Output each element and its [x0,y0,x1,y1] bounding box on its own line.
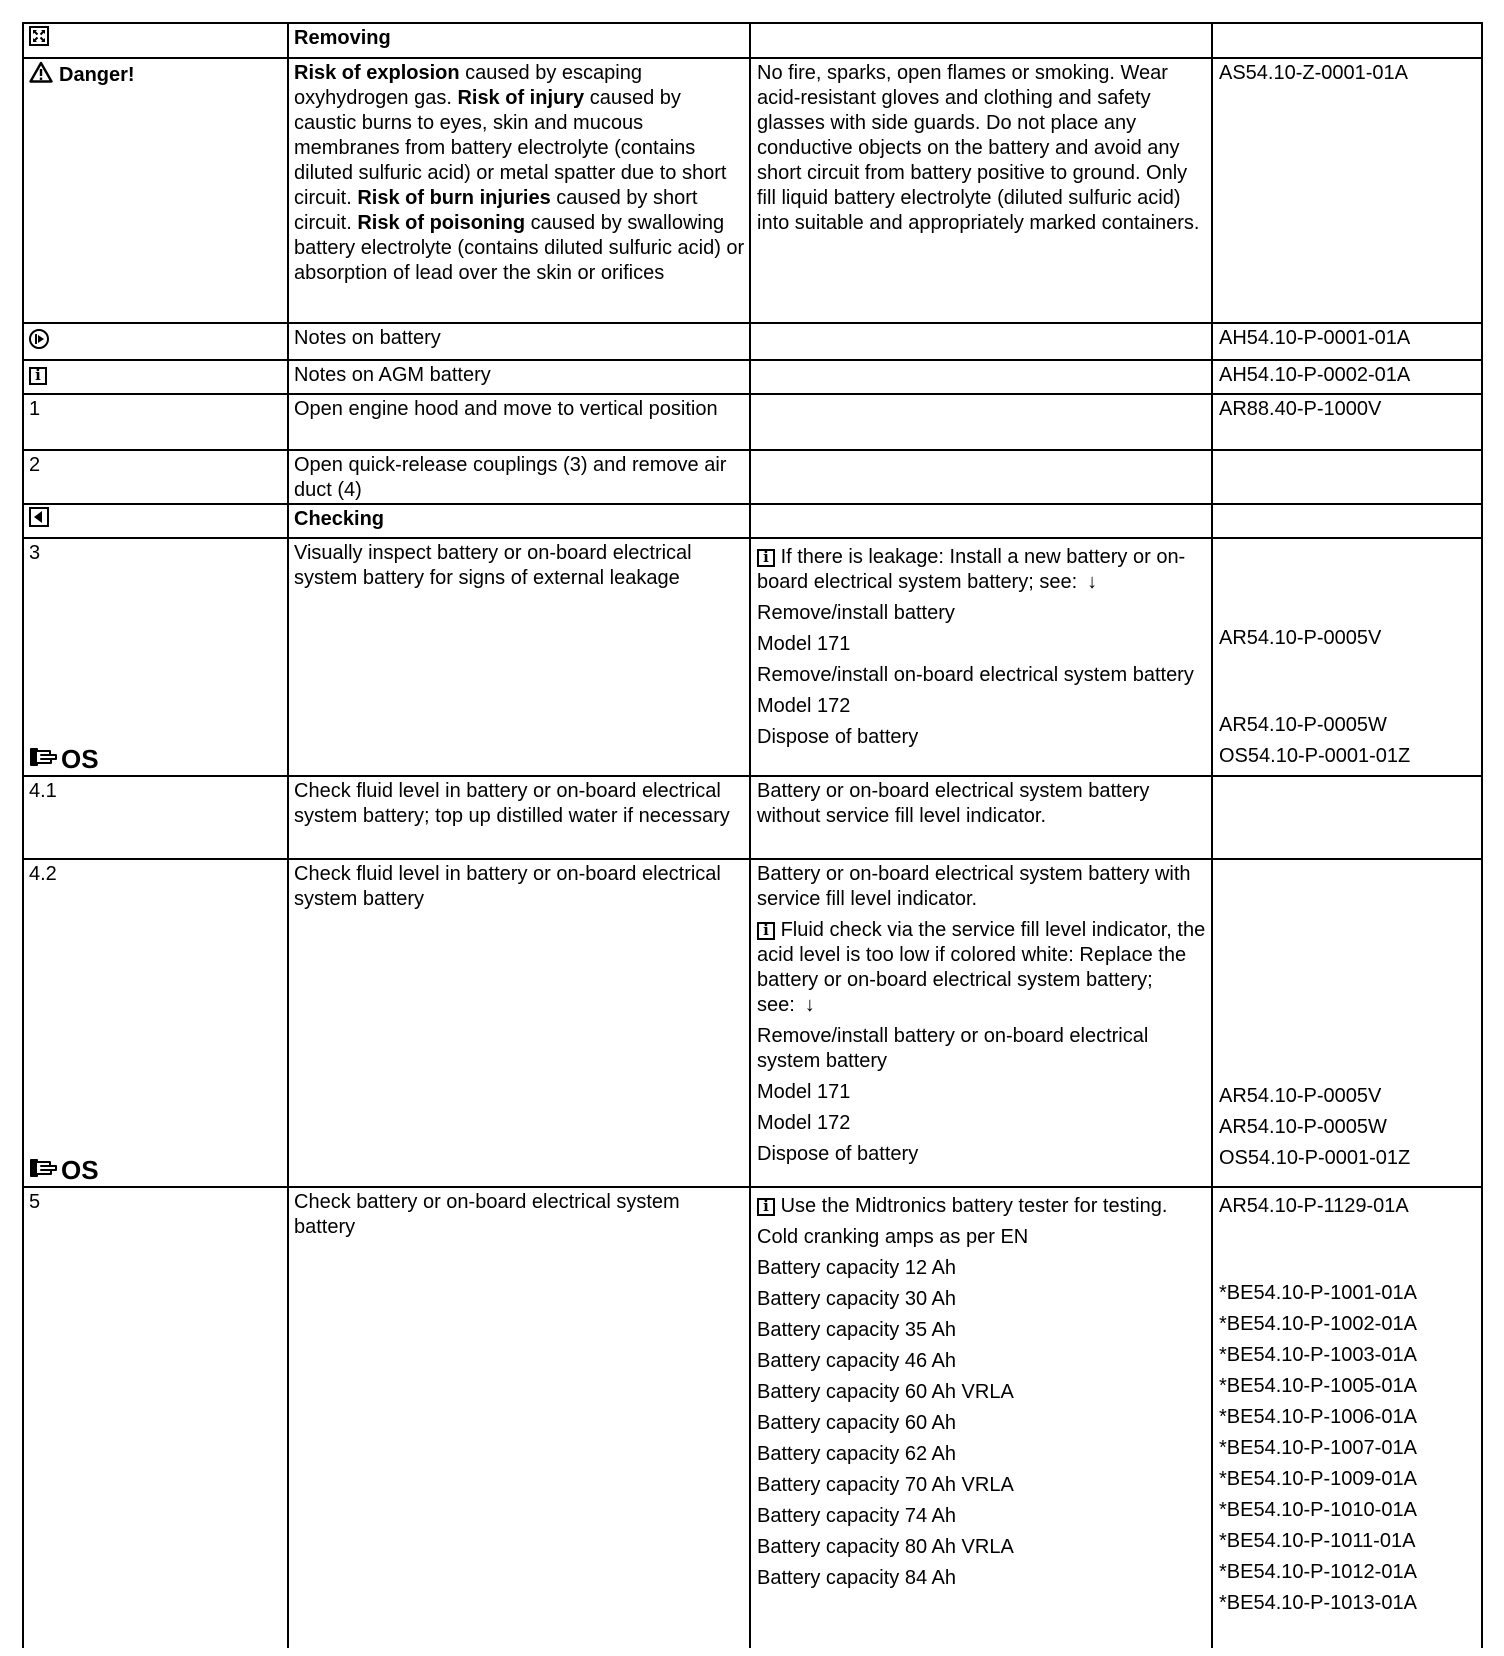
danger-reference[interactable]: AS54.10-Z-0001-01A [1213,59,1483,322]
capacity-label: Battery capacity 46 Ah [757,1350,957,1372]
step-2-text: Open quick-release couplings (3) and remove air duct (4) [289,451,751,503]
removing-icon [29,26,49,53]
step-number: 4.1 [24,777,289,858]
step-3-note: i If there is leakage: Install a new battery or on-board electrical system battery; see: ↓ [757,546,1186,593]
section-title-checking: Checking [289,505,751,537]
danger-measures: No fire, sparks, open flames or smoking. Wear acid-resistant gloves and clothing and safety glasses with side guards. Do not place any conductive objects on the battery and avoid any short circuit from battery positive to ground. Only fill liquid battery electrolyte (diluted sulfuric acid) into suitable and appropriately marked containers. [751,59,1213,322]
capacity-reference[interactable]: *BE54.10-P-1010-01A [1219,1499,1417,1521]
section-title-removing: Removing [289,24,751,57]
capacity-labels [757,1256,1207,1591]
capacity-label: Battery capacity 35 Ah [757,1319,957,1341]
row-removing [24,24,1483,59]
danger-description: Risk of explosion caused by escaping oxyhydrogen gas. Risk of injury caused by caustic burns to eyes, skin and mucous membranes from battery electrolyte (contains diluted sulfuric acid) or metal spatter due to short circuit. Risk of burn injuries caused by short circuit. Risk of poisoning caused by swallowing battery electrolyte (contains diluted sulfuric acid) or absorption of lead over the skin or orifices [289,59,751,322]
capacity-reference[interactable]: *BE54.10-P-1013-01A [1219,1592,1417,1614]
notes-battery-reference[interactable]: AH54.10-P-0001-01A [1213,324,1483,359]
row-checking [24,505,1483,539]
info-icon: i [757,549,775,567]
step-1-text: Open engine hood and move to vertical position [289,395,751,449]
info-icon: i [757,922,775,940]
capacity-reference[interactable]: *BE54.10-P-1012-01A [1219,1561,1417,1583]
pointing-hand-icon [29,1156,59,1184]
capacity-label: Battery capacity 74 Ah [757,1505,957,1527]
danger-label: Danger! [59,64,135,86]
row-step-3: 3 OS Visually inspect battery or on-board electrical system battery for signs of external leakage i If there is leakage: Install a new battery or on-board electrical system battery; see: ↓ Remove/install battery Model 171 Remove/install on-board electrical system battery Model 172 Dispose of battery AR54.10-P-0005V AR54.10-P-0005W OS54.10-P-0001-01Z [24,539,1483,777]
step-4-1-condition: Battery or on-board electrical system battery without service fill level indicator. [751,777,1213,858]
row-step-5: 5 Check battery or on-board electrical system battery i Use the Midtronics battery tester for testing. Cold cranking amps as per EN Battery capacity 12 Ah Battery capacity 30 Ah Battery capacity 35 Ah Battery capacity 46 Ah Battery capacity 60 Ah VRLA Battery capacity 60 Ah Battery capacity 62 Ah Battery capacity 70 Ah VRLA Battery capacity 74 Ah Battery capacity 80 Ah VRLA Battery capacity 84 Ah AR54.10-P-1129-01A *BE54.10-P-1001-01A *BE54.10-P-1002-01A *BE54.10-P-1003-01A *BE54.10-P-1005-01A *BE54.10-P-1006-01A *BE54.10-P-1007-01A *BE54.10-P-1009-01A *BE54.10-P-1010-01A *BE54.10-P-1011-01A *BE54.10-P-1012-01A *BE54.10-P-1013-01A [24,1188,1483,1648]
step-4-2-note: i Fluid check via the service fill level indicator, the acid level is too low if colored white: Replace the battery or on-board electrical system battery; see: ↓ [757,919,1206,1016]
step-5-note: i Use the Midtronics battery tester for testing. [757,1190,1207,1219]
os-marker: OS [29,745,99,773]
row-notes-agm [24,361,1483,395]
step-number: 1 [24,395,289,449]
capacity-reference[interactable]: *BE54.10-P-1011-01A [1219,1530,1416,1552]
step-number: 3 [29,542,41,564]
info-icon: i [29,367,47,385]
capacity-reference[interactable]: *BE54.10-P-1003-01A [1219,1344,1417,1366]
checking-icon [29,507,49,534]
step-number: 4.2 [29,863,57,885]
capacity-reference[interactable]: *BE54.10-P-1009-01A [1219,1468,1417,1490]
pointing-hand-icon [29,745,59,773]
capacity-reference[interactable]: *BE54.10-P-1006-01A [1219,1406,1417,1428]
capacity-reference[interactable]: *BE54.10-P-1001-01A [1219,1282,1417,1304]
row-danger [24,59,1483,324]
step-4-2-reference-model-171[interactable]: AR54.10-P-0005V [1219,1085,1382,1107]
capacity-reference[interactable]: *BE54.10-P-1007-01A [1219,1437,1417,1459]
row-step-2 [24,451,1483,505]
capacity-label: Battery capacity 12 Ah [757,1257,957,1279]
procedure-table [22,22,1483,1648]
row-step-4-2: 4.2 OS Check fluid level in battery or on-board electrical system battery Battery or on-board electrical system battery with service fill level indicator. i Fluid check via the service fill level indicator, the acid level is too low if colored white: Replace the battery or on-board electrical system battery; see: ↓ Remove/install battery or on-board electrical system battery Model 171 Model 172 Dispose of battery AR54.10-P-0005V AR54.10-P-0005W OS54.10-P-0001-01Z [24,860,1483,1188]
warning-icon [29,61,53,90]
notes-agm-reference[interactable]: AH54.10-P-0002-01A [1213,361,1483,393]
capacity-label: Battery capacity 62 Ah [757,1443,957,1465]
step-5-reference[interactable]: AR54.10-P-1129-01A [1219,1195,1409,1217]
info-icon: i [757,1198,775,1216]
capacity-reference[interactable]: *BE54.10-P-1005-01A [1219,1375,1417,1397]
capacity-label: Battery capacity 70 Ah VRLA [757,1474,1014,1496]
step-number: 5 [24,1188,289,1648]
capacity-label: Battery capacity 80 Ah VRLA [757,1536,1014,1558]
step-4-2-text: Check fluid level in battery or on-board electrical system battery [289,860,751,1186]
step-5-text: Check battery or on-board electrical system battery [289,1188,751,1648]
step-4-2-reference-model-172[interactable]: AR54.10-P-0005W [1219,1116,1387,1138]
notes-agm-text: Notes on AGM battery [289,361,751,393]
capacity-reference[interactable]: *BE54.10-P-1002-01A [1219,1313,1417,1335]
capacity-label: Battery capacity 30 Ah [757,1288,957,1310]
step-3-text: Visually inspect battery or on-board electrical system battery for signs of external leakage [289,539,751,775]
capacity-label: Battery capacity 84 Ah [757,1567,957,1589]
capacity-label: Battery capacity 60 Ah VRLA [757,1381,1014,1403]
step-4-1-text: Check fluid level in battery or on-board electrical system battery; top up distilled water if necessary [289,777,751,858]
row-step-1 [24,395,1483,451]
step-3-reference-dispose[interactable]: OS54.10-P-0001-01Z [1219,745,1411,767]
step-1-reference[interactable]: AR88.40-P-1000V [1213,395,1483,449]
arrow-down-icon: ↓ [804,994,815,1016]
row-notes-battery [24,324,1483,361]
step-number: 2 [24,451,289,503]
step-4-2-condition: Battery or on-board electrical system battery with service fill level indicator. [757,863,1191,910]
capacity-label: Battery capacity 60 Ah [757,1412,957,1434]
step-3-reference-model-172[interactable]: AR54.10-P-0005W [1219,714,1387,736]
os-marker: OS [29,1156,99,1184]
step-3-reference-model-171[interactable]: AR54.10-P-0005V [1219,627,1382,649]
step-4-2-reference-dispose[interactable]: OS54.10-P-0001-01Z [1219,1147,1411,1169]
row-step-4-1 [24,777,1483,860]
notes-icon [29,329,49,349]
notes-battery-text: Notes on battery [289,324,751,359]
arrow-down-icon: ↓ [1087,571,1098,593]
capacity-references [1219,1281,1477,1616]
